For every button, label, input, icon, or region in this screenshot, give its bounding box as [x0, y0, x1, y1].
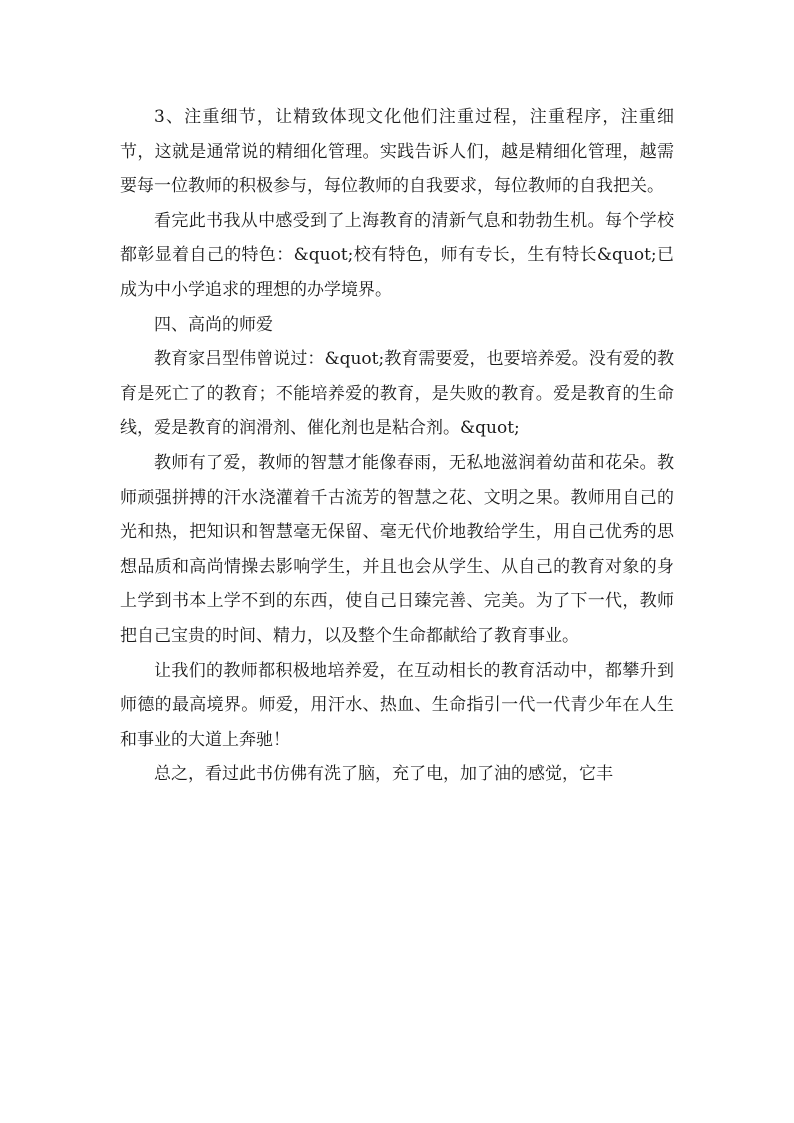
paragraph-cultivate-love: 让我们的教师都积极地培养爱，在互动相长的教育活动中，都攀升到师德的最高境界。师爱，用汗水、热血、生命指引一代一代青少年在人生和事业的大道上奔驰！ [120, 660, 674, 750]
paragraph-shanghai-education: 看完此书我从中感受到了上海教育的清新气息和勃勃生机。每个学校都彰显着自己的特色：&quot;校有特色，师有专长，生有特长&quot;已成为中小学追求的理想的办学境界。 [120, 210, 674, 300]
paragraph-teacher-love: 教师有了爱，教师的智慧才能像春雨，无私地滋润着幼苗和花朵。教师顽强拼搏的汗水浇灌着千古流芳的智慧之花、文明之果。教师用自己的光和热，把知识和智慧毫无保留、毫无代价地教给学生，用自己优秀的思想品质和高尚情操去影响学生，并且也会从学生、从自己的教育对象的身上学到书本上学不到的东西，使自己日臻完善、完美。为了下一代，教师把自己宝贵的时间、精力，以及整个生命都献给了教育事业。 [120, 452, 674, 646]
paragraph-attention-to-detail: 3、注重细节，让精致体现文化他们注重过程，注重程序，注重细节，这就是通常说的精细化管理。实践告诉人们，越是精细化管理，越需要每一位教师的积极参与，每位教师的自我要求，每位教师的自我把关。 [120, 107, 674, 197]
section-heading-noble-teacher-love: 四、高尚的师爱 [154, 314, 273, 335]
paragraph-lv-xingwei-quote: 教育家吕型伟曾说过：&quot;教育需要爱，也要培养爱。没有爱的教育是死亡了的教育；不能培养爱的教育，是失败的教育。爱是教育的生命线，爱是教育的润滑剂、催化剂也是粘合剂。&quot; [120, 349, 674, 439]
paragraph-conclusion: 总之，看过此书仿佛有洗了脑，充了电，加了油的感觉，它丰 [154, 764, 613, 785]
document-body [120, 100, 674, 792]
